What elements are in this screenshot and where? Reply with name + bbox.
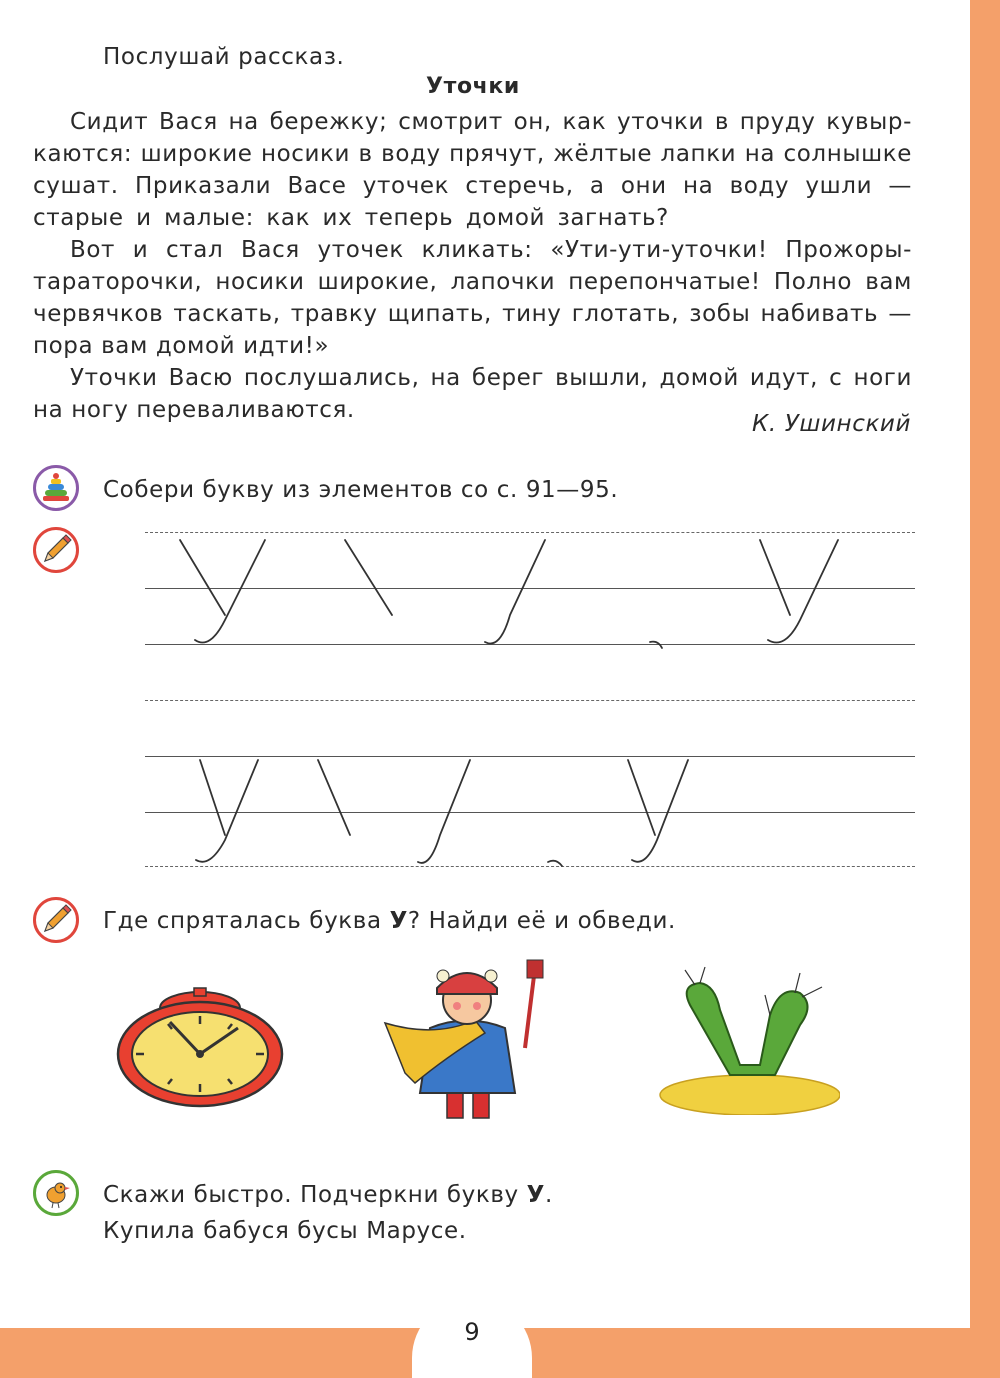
stroke-left-diagonal: [318, 760, 350, 835]
stroke-left-diagonal: [760, 540, 790, 615]
page-number: 9: [464, 1318, 480, 1346]
stroke-right-hook: [768, 540, 838, 643]
story-line: Сидит Вася на бережку; смотрит он, как уточки в пруду кувыр-: [70, 109, 912, 135]
story-line: червячков таскать, травку щипать, тину глотать, зобы набивать —: [33, 301, 912, 327]
story-author: К. Ушинский: [752, 411, 912, 437]
stroke-small-hook: [650, 642, 662, 648]
pencil-icon: [33, 897, 79, 943]
story-line: каются: широкие носики в воду прячут, жёлтые лапки на солнышке: [33, 141, 912, 167]
stroke-left-diagonal: [180, 540, 225, 615]
story-line: сушат. Приказали Васе уточек стеречь, а они на воду ушли —: [33, 173, 912, 199]
stroke-left-diagonal: [345, 540, 392, 615]
tongue-twister: Купила бабуся бусы Марусе.: [103, 1218, 467, 1244]
story-line: Вот и стал Вася уточек кликать: «Ути-ути-уточки! Прожоры-: [70, 237, 912, 263]
stroke-small-hook: [548, 861, 562, 866]
child-in-winter-clothes-picture: [375, 958, 555, 1128]
stroke-left-diagonal: [200, 760, 225, 835]
bird-icon: [33, 1170, 79, 1216]
story-line: пора вам домой идти!»: [33, 333, 330, 359]
task1-text: Собери букву из элементов со с. 91—95.: [103, 477, 619, 503]
stroke-right-hook: [632, 760, 688, 862]
cactus-picture: [650, 965, 840, 1115]
story-line: тараторочки, носики широкие, лапочки перепончатые! Полно вам: [33, 269, 912, 295]
story-line: старые и малые: как их теперь домой загнать?: [33, 205, 669, 231]
task2-text: Где спряталась буква У? Найди её и обведи.: [103, 908, 676, 934]
story-title: Уточки: [426, 74, 520, 99]
task3-letter: У: [526, 1182, 546, 1208]
story-line: Уточки Васю послушались, на берег вышли, домой идут, с ноги: [70, 365, 912, 391]
stroke-right-hook: [485, 540, 545, 643]
intro-text: Послушай рассказ.: [103, 44, 345, 70]
alarm-clock-picture: [110, 982, 290, 1112]
stroke-right-hook: [418, 760, 470, 863]
story-line: на ногу переваливаются.: [33, 397, 355, 423]
task2-letter: У: [389, 908, 408, 934]
task3-text: Скажи быстро. Подчеркни букву У.: [103, 1182, 553, 1208]
stroke-left-diagonal: [628, 760, 655, 835]
stroke-right-hook: [195, 540, 265, 643]
